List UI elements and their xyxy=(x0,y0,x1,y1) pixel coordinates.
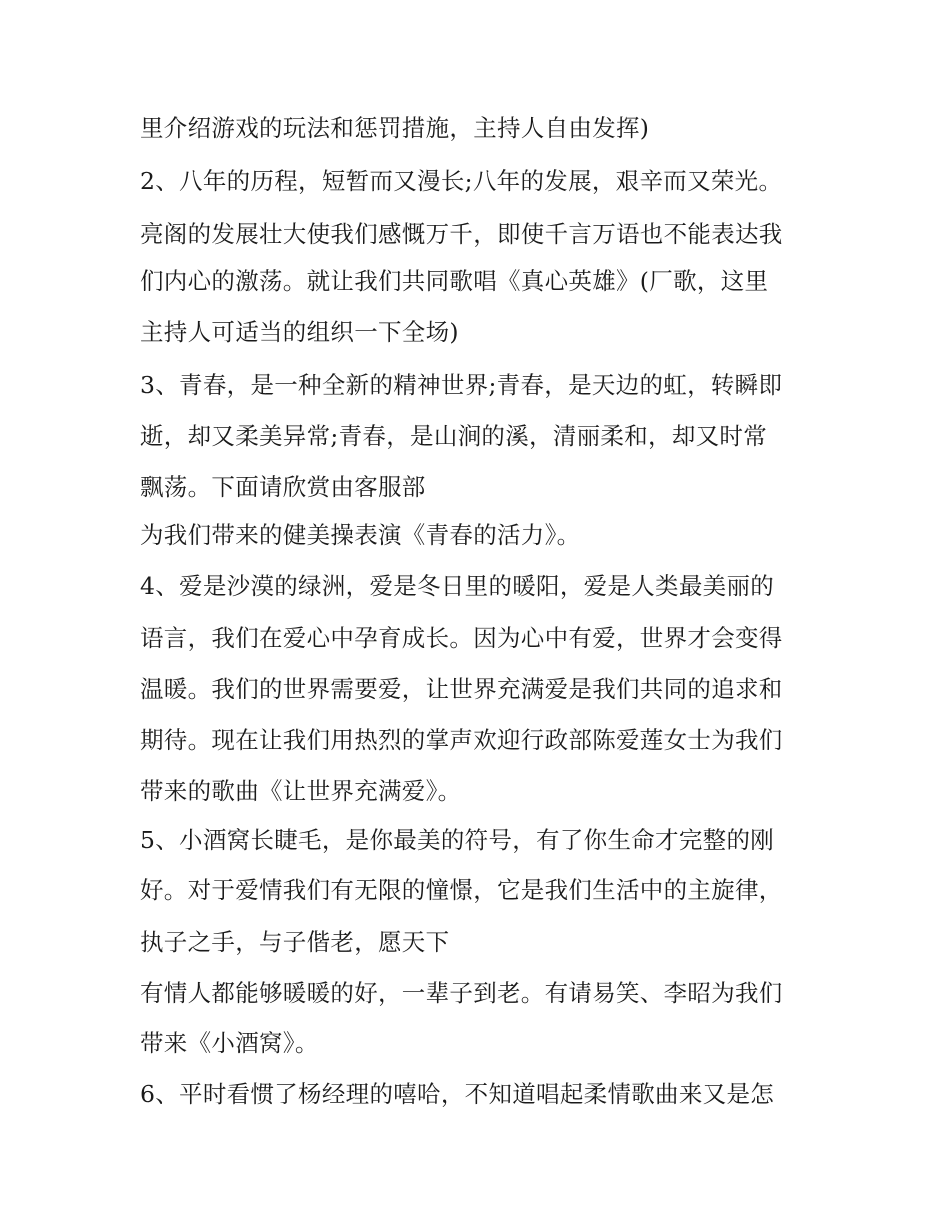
text-line: 期待。现在让我们用热烈的掌声欢迎行政部陈爱莲女士为我们 xyxy=(140,726,783,754)
text-line: 6、平时看惯了杨经理的嘻哈，不知道唱起柔情歌曲来又是怎 xyxy=(140,1080,775,1108)
text-line: 为我们带来的健美操表演《青春的活力》。 xyxy=(140,521,581,549)
text-line: 带来的歌曲《让世界充满爱》。 xyxy=(140,777,462,805)
text-line: 亮阁的发展壮大使我们感慨万千，即使千言万语也不能表达我 xyxy=(140,220,783,248)
text-line: 有情人都能够暖暖的好，一辈子到老。有请易笑、李昭为我们 xyxy=(140,979,783,1007)
text-line: 3、青春，是一种全新的精神世界;青春，是天边的虹，转瞬即 xyxy=(140,371,783,399)
text-line: 们内心的激荡。就让我们共同歌唱《真心英雄》(厂歌，这里 xyxy=(140,267,769,295)
text-line: 飘荡。下面请欣赏由客服部 xyxy=(140,473,426,501)
text-line: 里介绍游戏的玩法和惩罚措施，主持人自由发挥) xyxy=(140,114,650,142)
text-line: 2、八年的历程，短暂而又漫长;八年的发展，艰辛而又荣光。 xyxy=(140,167,783,195)
text-line: 5、小酒窝长睫毛，是你最美的符号，有了你生命才完整的刚 xyxy=(140,826,775,854)
text-line: 逝，却又柔美异常;青春，是山涧的溪，清丽柔和，却又时常 xyxy=(140,422,768,450)
text-line: 执子之手，与子偕老，愿天下 xyxy=(140,928,450,956)
text-line: 好。对于爱情我们有无限的憧憬，它是我们生活中的主旋律， xyxy=(140,876,783,904)
text-line: 语言，我们在爱心中孕育成长。因为心中有爱，世界才会变得 xyxy=(140,624,783,652)
text-line: 主持人可适当的组织一下全场) xyxy=(140,318,459,346)
text-line: 温暖。我们的世界需要爱，让世界充满爱是我们共同的追求和 xyxy=(140,675,783,703)
text-line: 带来《小酒窝》。 xyxy=(140,1029,319,1057)
text-line: 4、爱是沙漠的绿洲，爱是冬日里的暖阳，爱是人类最美丽的 xyxy=(140,572,775,600)
